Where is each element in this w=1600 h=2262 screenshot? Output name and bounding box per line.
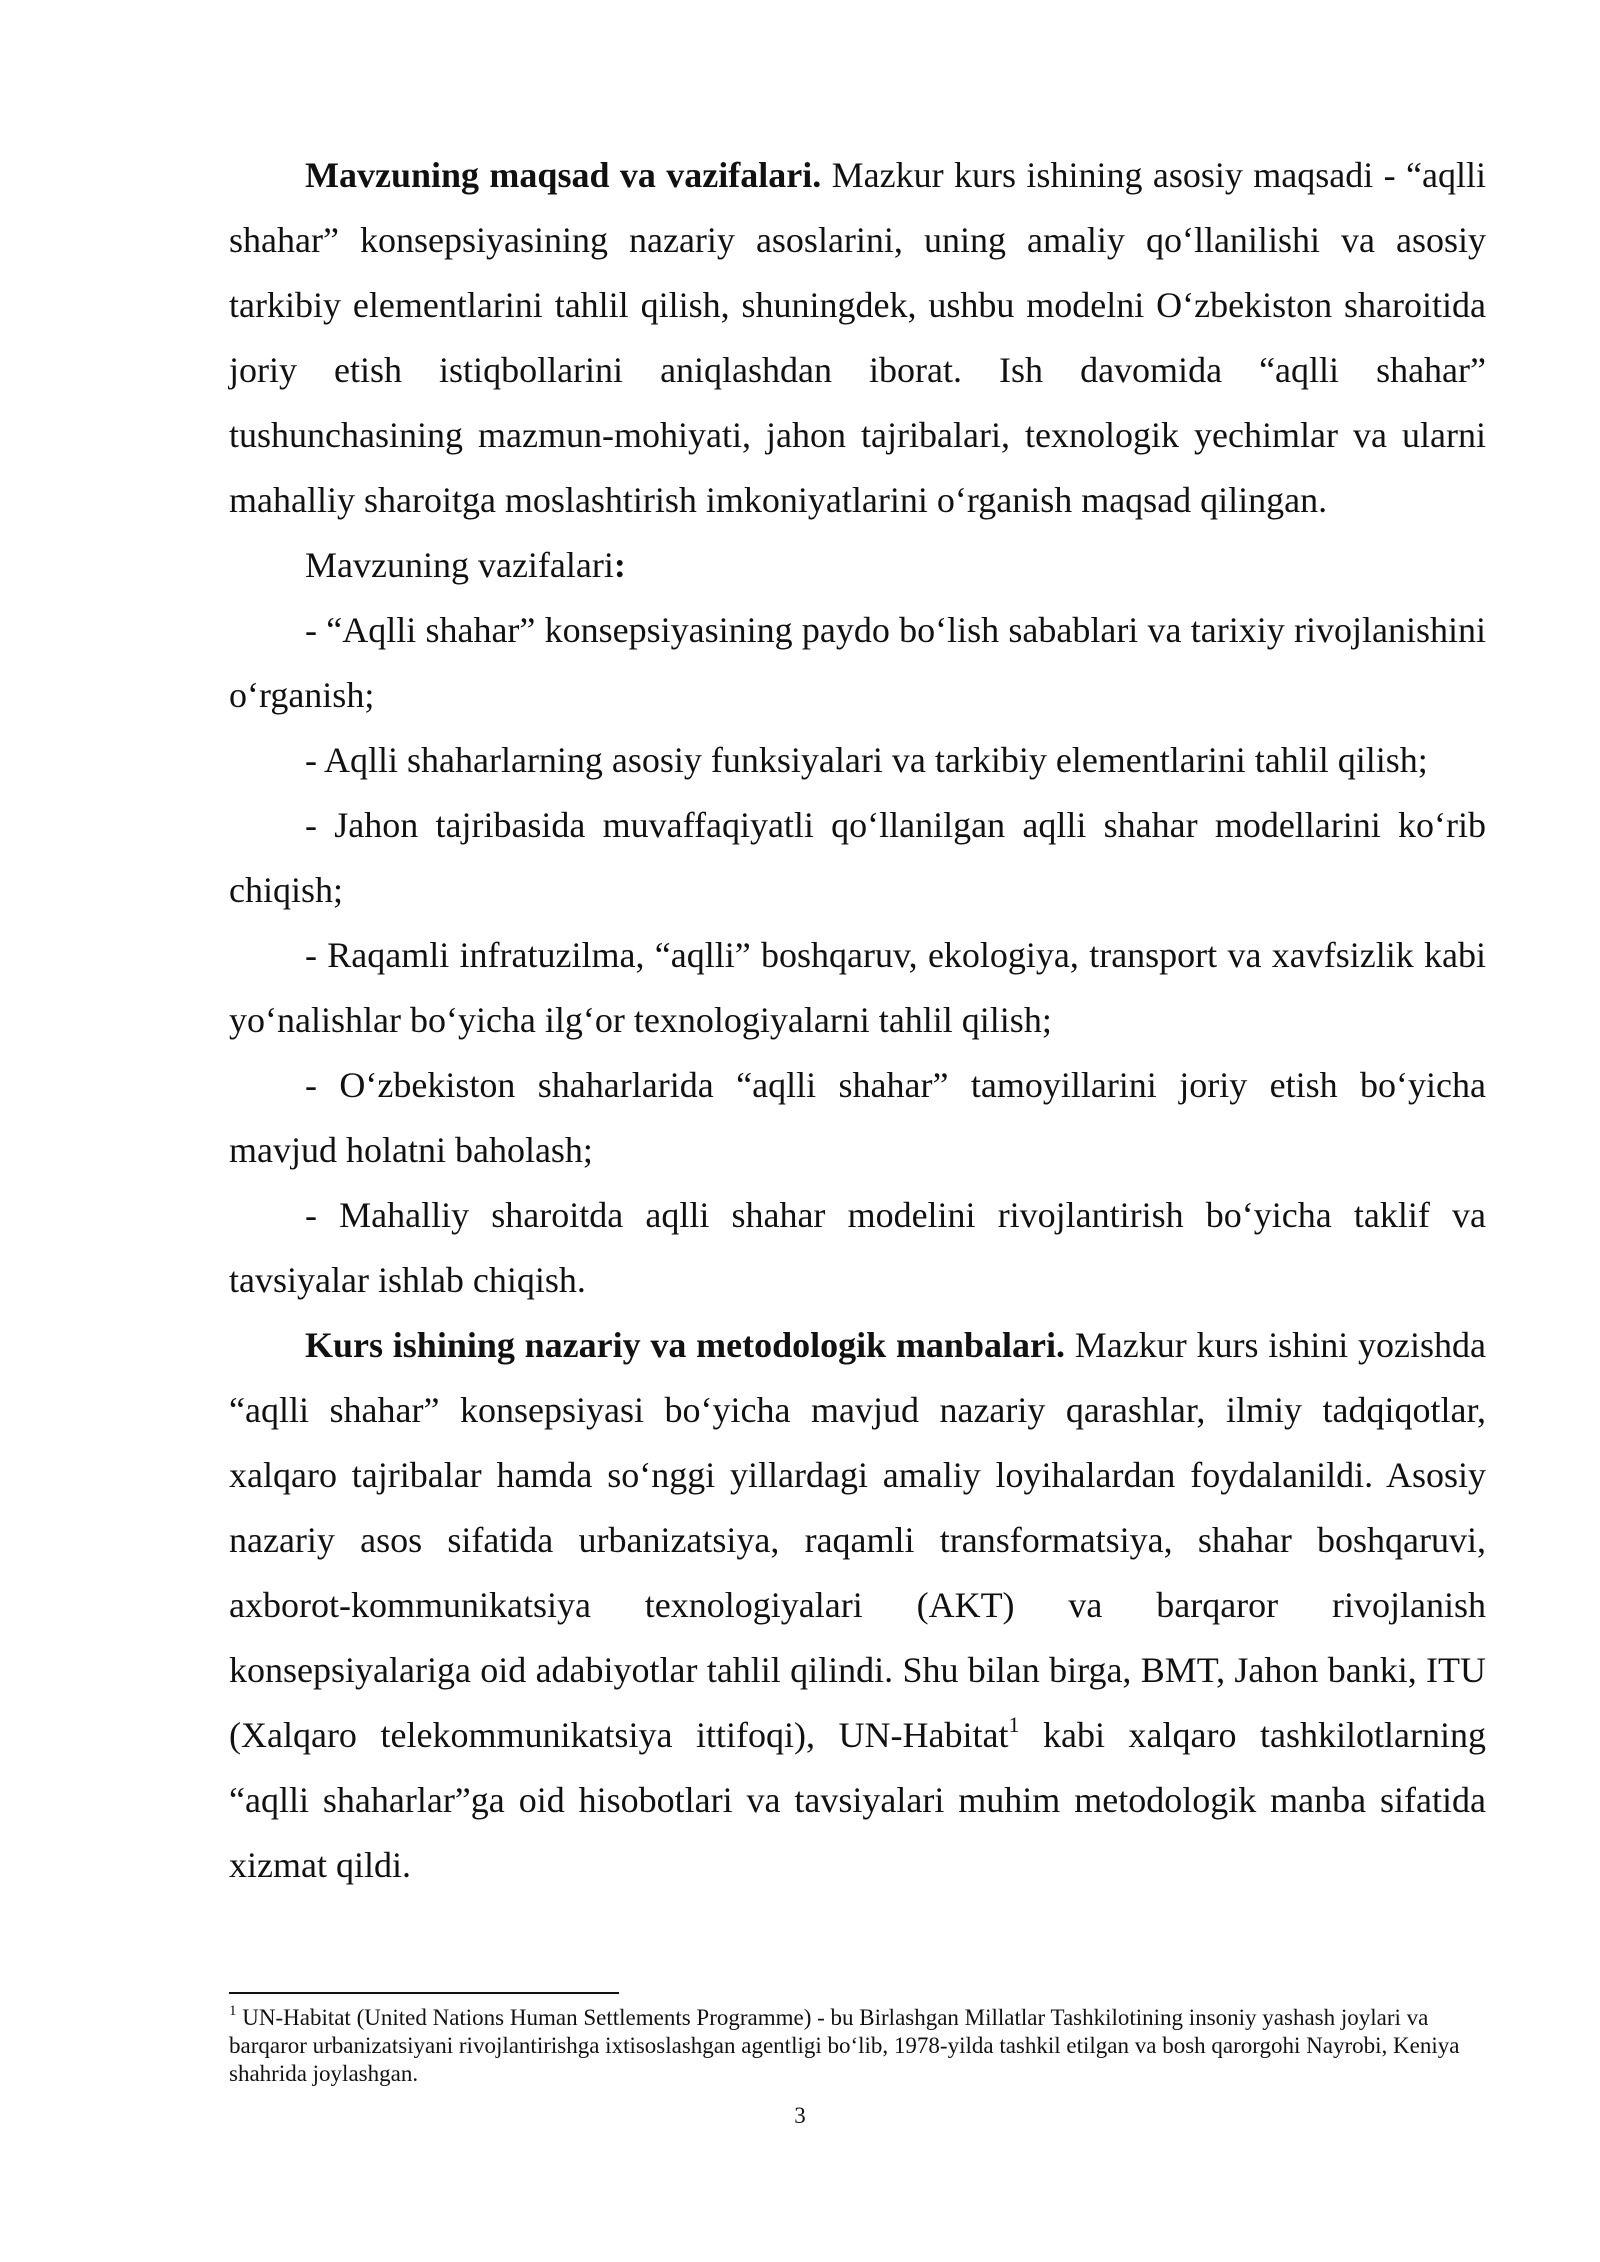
paragraph-sources-text: Mazkur kurs ishini yozishda “aqlli shahar” konsepsiyasi bo‘yicha mavjud nazariy qarashlar, ilmiy tadqiqotlar, xalqaro tajribalar hamda so‘nggi yillardagi amaliy loyihalardan foydalanildi. Asosiy nazariy asos sifatida urbanizatsiya, raqamli transformatsiya, shahar boshqaruvi, axborot-kommunikatsiya texnologiyalari (AKT) va barqaror rivojlanish konsepsiyalariga oid adabiyotlar tahlil qilindi. Shu bilan birga, BMT, Jahon banki, ITU (Xalqaro telekommunikatsiya ittifoqi), UN-Habitat bbox=[229, 1325, 1487, 1755]
footnote-text: UN-Habitat (United Nations Human Settlements Programme) - bu Birlashgan Millatlar Tashkilotining insoniy yashash joylari va barqaror urbanizatsiyani rivojlantirishga ixtisoslashgan agentligi bo‘lib, 1978-yilda tashkil etilgan va bosh qarorgohi Nayrobi, Keniya shahrida joylashgan. bbox=[229, 2005, 1460, 2086]
paragraph-tasks-title bbox=[229, 533, 1486, 598]
tasks-title: Mavzuning vazifalari bbox=[305, 545, 614, 585]
task-item-1: - “Aqlli shahar” konsepsiyasining paydo bo‘lish sabablari va tarixiy rivojlanishini o‘rganish; bbox=[229, 610, 1486, 715]
task-item-5: - O‘zbekiston shaharlarida “aqlli shahar” tamoyillarini joriy etish bo‘yicha mavjud holatni baholash; bbox=[229, 1065, 1486, 1170]
task-item-6: - Mahalliy sharoitda aqlli shahar modelini rivojlantirish bo‘yicha taklif va tavsiyalar ishlab chiqish. bbox=[229, 1195, 1486, 1300]
footnote-reference[interactable]: 1 bbox=[1008, 1712, 1020, 1737]
task-item-2: - Aqlli shaharlarning asosiy funksiyalari va tarkibiy elementlarini tahlil qilish; bbox=[305, 740, 1428, 780]
footnote bbox=[229, 2004, 1489, 2088]
paragraph-sources-text-end: kabi xalqaro tashkilotlarning “aqlli shaharlar”ga oid hisobotlari va tavsiyalari muhim metodologik manba sifatida xizmat qildi. bbox=[229, 1715, 1486, 1885]
heading-sources: Kurs ishining nazariy va metodologik manbalari. bbox=[305, 1325, 1065, 1365]
footnote-marker: 1 bbox=[229, 2003, 237, 2020]
heading-goal: Mavzuning maqsad va vazifalari. bbox=[305, 155, 822, 195]
paragraph-sources bbox=[229, 1313, 1486, 1898]
page-number: 3 bbox=[794, 2103, 806, 2128]
task-item-4: - Raqamli infratuzilma, “aqlli” boshqaruv, ekologiya, transport va xavfsizlik kabi yo‘nalishlar bo‘yicha ilg‘or texnologiyalarni tahlil qilish; bbox=[229, 935, 1486, 1040]
paragraph-goal-text: Mazkur kurs ishining asosiy maqsadi - “aqlli shahar” konsepsiyasining nazariy asoslarini, uning amaliy qo‘llanilishi va asosiy tarkibiy elementlarini tahlil qilish, shuningdek, ushbu modelni O‘zbekiston sharoitida joriy etish istiqbollarini aniqlashdan iborat. Ish davomida “aqlli shahar” tushunchasining mazmun-mohiyati, jahon tajribalari, texnologik yechimlar va ularni mahalliy sharoitga moslashtirish imkoniyatlarini o‘rganish maqsad qilingan. bbox=[229, 155, 1487, 520]
task-item-3: - Jahon tajribasida muvaffaqiyatli qo‘llanilgan aqlli shahar modellarini ko‘rib chiqish; bbox=[229, 805, 1486, 910]
tasks-title-colon: : bbox=[613, 545, 626, 585]
footnote-separator bbox=[229, 1992, 619, 1994]
paragraph-goal bbox=[229, 143, 1486, 533]
body-text bbox=[229, 143, 1486, 1898]
